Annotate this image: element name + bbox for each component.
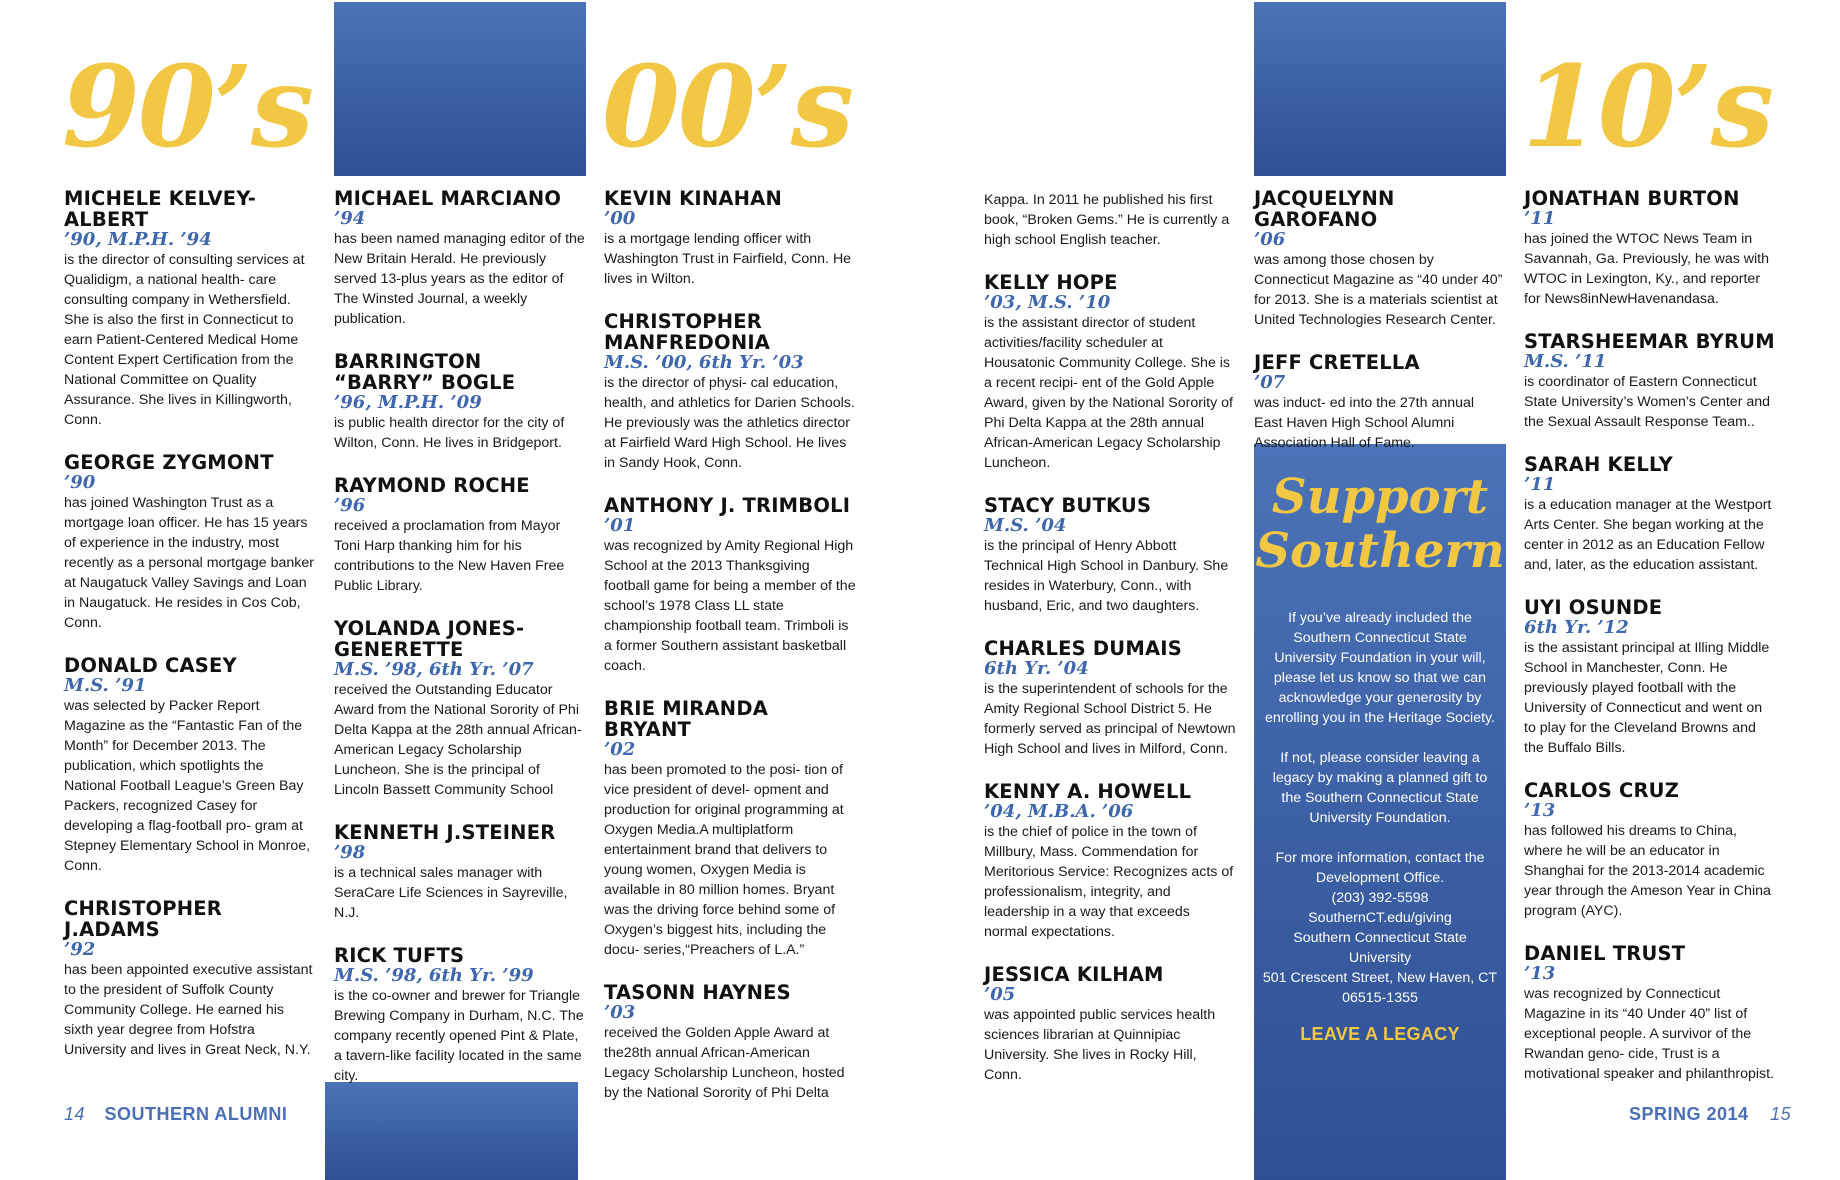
alumni-degree: ’96, M.P.H. ’09 — [334, 392, 482, 413]
alumni-name: BRIE MIRANDA BRYANT — [604, 697, 769, 741]
alumni-name: STARSHEEMAR BYRUM — [1524, 330, 1775, 353]
alumni-entry — [64, 452, 316, 633]
alumni-entry — [334, 945, 586, 1086]
support-website: SouthernCT.edu/giving — [1308, 910, 1452, 926]
alumni-entry — [334, 822, 586, 923]
support-paragraph-legacy: If not, please consider leaving a legacy by making a planned gift to the Southern Connecticut State University Foundation. — [1272, 750, 1488, 826]
alumni-name: JEFF CRETELLA — [1254, 351, 1420, 374]
alumni-description: has been appointed executive assistant to the president of Suffolk County Community College. He earned his sixth year degree from Hofstra University and lives in Great Neck, N.Y. — [64, 962, 313, 1058]
publication-title: SOUTHERN ALUMNI — [104, 1104, 288, 1124]
alumni-description: is the principal of Henry Abbott Technical High School in Danbury. She resides in Waterbury, Conn., with husband, Eric, and two daughters. — [984, 538, 1229, 614]
alumni-name: KELLY HOPE — [984, 271, 1118, 294]
alumni-description: was appointed public services health sciences librarian at Quinnipiac University. She lives in Rocky Hill, Conn. — [984, 1007, 1216, 1083]
alumni-name: DONALD CASEY — [64, 654, 237, 677]
alumni-entry — [1524, 188, 1776, 309]
alumni-name: UYI OSUNDE — [1524, 596, 1663, 619]
alumni-name: MICHELE KELVEY-ALBERT — [64, 187, 257, 231]
alumni-degree: ’13 — [1524, 800, 1556, 821]
alumni-description: is the co-owner and brewer for Triangle Brewing Company in Durham, N.C. The company recently opened Pint & Plate, a tavern-like facility located in the same city. — [334, 988, 584, 1084]
alumni-description: has followed his dreams to China, where he will be an educator in Shanghai for the 2013-2014 academic year through the Ameson Year in China program (AYC). — [1524, 823, 1771, 919]
leave-a-legacy-link[interactable]: LEAVE A LEGACY — [1300, 1024, 1460, 1044]
alumni-entry — [604, 311, 856, 473]
alumni-name: TASONN HAYNES — [604, 981, 791, 1004]
alumni-entry — [984, 964, 1236, 1085]
alumni-name: ANTHONY J. TRIMBOLI — [604, 494, 851, 517]
alumni-description: was recognized by Amity Regional High School at the 2013 Thanksgiving football game for being a member of the school’s 1978 Class LL state championship football team. Trimboli is a former Southern assistant basketball coach. — [604, 538, 856, 674]
top-blue-block-right — [1254, 2, 1506, 176]
alumni-degree: M.S. ’04 — [984, 515, 1067, 536]
alumni-description: has been promoted to the posi- tion of vice president of devel- opment and production for original programming at Oxygen Media.A multiplatform entertainment brand that delivers to young women, Oxygen Media is available in 80 million homes. Bryant was the driving force behind some of Oxygen’s biggest hits, including the docu- series,“Preachers of L.A.” — [604, 762, 844, 958]
alumni-name: MICHAEL MARCIANO — [334, 187, 562, 210]
alumni-name: BARRINGTON “BARRY” BOGLE — [334, 350, 516, 394]
alumni-degree: ’02 — [604, 739, 636, 760]
alumni-name: RICK TUFTS — [334, 944, 465, 967]
column-2 — [334, 188, 586, 1108]
issue-date: SPRING 2014 — [1629, 1104, 1749, 1124]
footer-left — [64, 1104, 287, 1125]
alumni-degree: M.S. ’98, 6th Yr. ’99 — [334, 965, 534, 986]
support-paragraph-will: If you’ve already included the Southern Connecticut State University Foundation in your will, please let us know so that we can acknowledge your generosity by enrolling you in the Heritage Society. — [1264, 610, 1496, 726]
alumni-degree: ’90, M.P.H. ’94 — [64, 229, 212, 250]
alumni-entry — [334, 618, 586, 800]
alumni-description: was among those chosen by Connecticut Magazine as “40 under 40” for 2013. She is a materials scientist at United Technologies Research Center. — [1254, 252, 1503, 328]
alumni-description: was induct- ed into the 27th annual East Haven High School Alumni Association Hall of Fame. — [1254, 395, 1475, 451]
support-contact-intro: For more information, contact the Development Office. — [1275, 850, 1485, 886]
decade-heading-90s: 90’s — [62, 42, 312, 173]
alumni-description: was selected by Packer Report Magazine as the “Fantastic Fan of the Month” for December 2013. The publication, which spotlights the National Football League’s Green Bay Packers, recognized Casey for developing a flag-football pro- gram at Stepney Elementary School in Monroe, Conn. — [64, 698, 311, 874]
alumni-degree: ’94 — [334, 208, 366, 229]
page-number-left: 14 — [64, 1104, 86, 1124]
footer-right — [1629, 1104, 1791, 1125]
support-address: 501 Crescent Street, New Haven, CT 06515-1355 — [1262, 970, 1498, 1006]
alumni-entry — [984, 190, 1236, 250]
alumni-degree: ’90 — [64, 472, 96, 493]
alumni-description: has joined the WTOC News Team in Savannah, Ga. Previously, he was with WTOC in Lexington, Ky., and reporter for News8inNewHavenandasa. — [1524, 231, 1769, 307]
alumni-name: KENNY A. HOWELL — [984, 780, 1192, 803]
alumni-degree: M.S. ’98, 6th Yr. ’07 — [334, 659, 534, 680]
alumni-degree: M.S. ’00, 6th Yr. ’03 — [604, 352, 804, 373]
alumni-description: is a education manager at the Westport Arts Center. She began working at the center in 2012 as an Education Fellow and, later, as the education assistant. — [1524, 497, 1772, 573]
alumni-degree: 6th Yr. ’12 — [1524, 617, 1629, 638]
page-number-right: 15 — [1770, 1104, 1792, 1124]
alumni-degree: ’03, M.S. ’10 — [984, 292, 1111, 313]
alumni-name: CARLOS CRUZ — [1524, 779, 1680, 802]
alumni-entry — [984, 495, 1236, 616]
alumni-name: YOLANDA JONES-GENERETTE — [334, 617, 525, 661]
alumni-description: is the chief of police in the town of Millbury, Mass. Commendation for Meritorious Service: Recognizes acts of professionalism, integrity, and leadership in a way that exceeds normal expectations. — [984, 824, 1234, 940]
alumni-description: has joined Washington Trust as a mortgage loan officer. He has 15 years of experience in the industry, most recently as a personal mortgage banker at Naugatuck Valley Savings and Loan in Naugatuck. He resides in Cos Cob, Conn. — [64, 495, 314, 631]
alumni-degree: M.S. ’91 — [64, 675, 147, 696]
alumni-degree: ’05 — [984, 984, 1016, 1005]
alumni-description: is a technical sales manager with SeraCare Life Sciences in Sayreville, N.J. — [334, 865, 568, 921]
alumni-degree: ’98 — [334, 842, 366, 863]
support-heading — [1254, 470, 1506, 578]
column-5 — [1254, 188, 1506, 475]
alumni-degree: ’07 — [1254, 372, 1286, 393]
alumni-degree: ’92 — [64, 939, 96, 960]
alumni-entry — [1524, 943, 1776, 1084]
alumni-degree: ’03 — [604, 1002, 636, 1023]
alumni-name: JESSICA KILHAM — [984, 963, 1164, 986]
alumni-name: KEVIN KINAHAN — [604, 187, 782, 210]
alumni-description: is public health director for the city of Wilton, Conn. He lives in Bridgeport. — [334, 415, 565, 451]
support-body — [1262, 608, 1498, 1008]
alumni-name: SARAH KELLY — [1524, 453, 1673, 476]
alumni-name: DANIEL TRUST — [1524, 942, 1686, 965]
decade-heading-00s: 00’s — [602, 42, 852, 173]
support-heading-line1: Support — [1271, 469, 1489, 525]
alumni-description: is the director of consulting services at Qualidigm, a national health- care consulting company in Wethersfield. She is also the first in Connecticut to earn Patient-Centered Medical Home Content Expert Certification from the National Committee on Quality Assurance. She lives in Killingworth, Conn. — [64, 252, 305, 428]
support-heading-line2: Southern — [1255, 523, 1505, 579]
column-4 — [984, 190, 1236, 1107]
support-organization: Southern Connecticut State University — [1293, 930, 1467, 966]
alumni-description: received a proclamation from Mayor Toni Harp thanking him for his contributions to the New Haven Free Public Library. — [334, 518, 565, 594]
alumni-description: is the assistant principal at Illing Middle School in Manchester, Conn. He previously played football with the University of Connecticut and went on to play for the Cleveland Browns and the Buffalo Bills. — [1524, 640, 1770, 756]
alumni-entry — [604, 982, 856, 1103]
alumni-entry — [604, 495, 856, 676]
alumni-degree: ’96 — [334, 495, 366, 516]
column-1 — [64, 188, 316, 1082]
alumni-name: JACQUELYNN GAROFANO — [1254, 187, 1395, 231]
alumni-entry — [1254, 188, 1506, 330]
alumni-description: is a mortgage lending officer with Washington Trust in Fairfield, Conn. He lives in Wilton. — [604, 231, 852, 287]
alumni-description: was recognized by Connecticut Magazine in its “40 Under 40” list of exceptional people. A survivor of the Rwandan geno- cide, Trust is a motivational speaker and philanthropist. — [1524, 986, 1775, 1082]
column-3 — [604, 188, 856, 1125]
alumni-description: has been named managing editor of the New Britain Herald. He previously served 13-plus years as the editor of The Winsted Journal, a weekly publication. — [334, 231, 585, 327]
alumni-degree: ’01 — [604, 515, 636, 536]
alumni-degree: ’06 — [1254, 229, 1286, 250]
alumni-entry — [984, 781, 1236, 942]
alumni-description: Kappa. In 2011 he published his first book, “Broken Gems.” He is currently a high school English teacher. — [984, 192, 1230, 248]
decade-heading-10s: 10’s — [1522, 42, 1772, 173]
column-6 — [1524, 188, 1776, 1106]
support-phone: (203) 392-5598 — [1331, 890, 1429, 906]
alumni-name: JONATHAN BURTON — [1524, 187, 1740, 210]
alumni-name: RAYMOND ROCHE — [334, 474, 530, 497]
alumni-name: CHARLES DUMAIS — [984, 637, 1182, 660]
alumni-description: received the Outstanding Educator Award from the National Sorority of Phi Delta Kappa at the 28th annual African- American Legacy Scholarship Luncheon. She is the principal of Lincoln Bassett Community School — [334, 682, 582, 798]
alumni-entry — [984, 638, 1236, 759]
alumni-degree: 6th Yr. ’04 — [984, 658, 1089, 679]
alumni-name: CHRISTOPHER MANFREDONIA — [604, 310, 771, 354]
alumni-entry — [64, 898, 316, 1060]
alumni-entry — [1524, 331, 1776, 432]
alumni-entry — [334, 351, 586, 453]
alumni-description: is the assistant director of student activities/facility scheduler at Housatonic Community College. She is a recent recipi- ent of the Gold Apple Award, given by the National Sorority of Phi Delta Kappa at the 28th annual African-American Legacy Scholarship Luncheon. — [984, 315, 1233, 471]
alumni-entry — [604, 698, 856, 960]
alumni-entry — [334, 188, 586, 329]
alumni-description: is the director of physi- cal education, health, and athletics for Darien Schools. He previously was the athletics director at Fairfield Ward High School. He lives in Sandy Hook, Conn. — [604, 375, 855, 471]
alumni-degree: ’11 — [1524, 208, 1556, 229]
alumni-degree: ’13 — [1524, 963, 1556, 984]
alumni-name: GEORGE ZYGMONT — [64, 451, 274, 474]
alumni-entry — [604, 188, 856, 289]
alumni-description: received the Golden Apple Award at the28th annual African-American Legacy Scholarship Luncheon, hosted by the National Sorority of Phi Delta — [604, 1025, 845, 1101]
alumni-degree: ’00 — [604, 208, 636, 229]
alumni-entry — [1524, 780, 1776, 921]
alumni-name: CHRISTOPHER J.ADAMS — [64, 897, 222, 941]
alumni-degree: ’04, M.B.A. ’06 — [984, 801, 1134, 822]
alumni-description: is the superintendent of schools for the Amity Regional School District 5. He formerly served as principal of Newtown High School and lives in Milford, Conn. — [984, 681, 1236, 757]
alumni-name: KENNETH J.STEINER — [334, 821, 556, 844]
top-blue-block-left — [334, 2, 586, 176]
alumni-degree: ’11 — [1524, 474, 1556, 495]
alumni-description: is coordinator of Eastern Connecticut State University’s Women’s Center and the Sexual Assault Response Team.. — [1524, 374, 1771, 430]
alumni-entry — [984, 272, 1236, 473]
alumni-entry — [64, 655, 316, 876]
alumni-entry — [1254, 352, 1506, 453]
alumni-entry — [334, 475, 586, 596]
alumni-name: STACY BUTKUS — [984, 494, 1152, 517]
alumni-degree: M.S. ’11 — [1524, 351, 1607, 372]
alumni-entry — [1524, 597, 1776, 758]
alumni-entry — [1524, 454, 1776, 575]
alumni-entry — [64, 188, 316, 430]
